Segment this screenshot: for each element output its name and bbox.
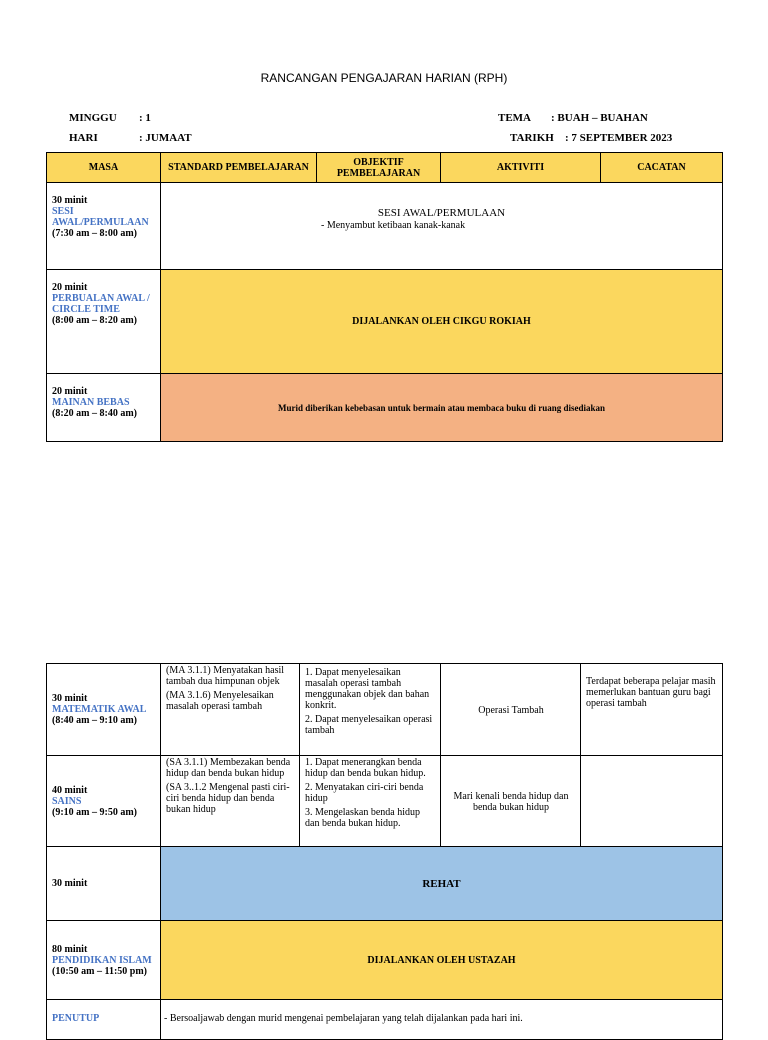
time-range: (8:20 am – 8:40 am)	[52, 408, 137, 419]
hari-label: HARI	[69, 132, 98, 144]
objektif-item: 2. Menyatakan ciri-ciri benda hidup	[305, 782, 424, 804]
masa-cell	[47, 847, 161, 921]
table-row	[47, 847, 723, 921]
objektif-item: 1. Dapat menyelesaikan masalah operasi tambah menggunakan objek dan bahan konkrit.	[305, 667, 430, 711]
cacatan-cell	[581, 756, 723, 847]
standard-item: (MA 3.1.1) Menyatakan hasil tambah dua himpunan objek	[166, 665, 285, 687]
session-content: DIJALANKAN OLEH USTAZAH	[161, 921, 723, 1000]
cacatan-cell: Terdapat beberapa pelajar masih memerlukan bantuan guru bagi operasi tambah	[581, 664, 723, 756]
duration: 20 minit	[52, 386, 88, 397]
duration: 30 minit	[52, 195, 88, 206]
header-aktiviti: AKTIVITI	[441, 153, 601, 183]
session-content: Murid diberikan kebebasan untuk bermain atau membaca buku di ruang disediakan	[161, 374, 723, 442]
table-row	[47, 756, 723, 847]
duration: 20 minit	[52, 282, 88, 293]
minggu-label: MINGGU	[69, 112, 117, 124]
session-name: SAINS	[52, 795, 82, 807]
tarikh-value: : 7 SEPTEMBER 2023	[565, 132, 673, 144]
session-content: - Bersoaljawab dengan murid mengenai pembelajaran yang telah dijalankan pada hari ini.	[161, 1000, 723, 1040]
standard-item: (SA 3.1.1) Membezakan benda hidup dan benda bukan hidup	[166, 757, 291, 779]
aktiviti-cell: Mari kenali benda hidup dan benda bukan hidup	[441, 756, 581, 847]
masa-cell	[47, 183, 161, 270]
masa-cell	[47, 270, 161, 374]
session-content: REHAT	[161, 847, 723, 921]
header-standard: STANDARD PEMBELAJARAN	[161, 153, 317, 183]
masa-cell	[47, 1000, 161, 1040]
masa-cell	[47, 921, 161, 1000]
objektif-item: 3. Mengelaskan benda hidup dan benda bukan hidup.	[305, 807, 420, 829]
masa-cell	[47, 664, 161, 756]
page-title: RANCANGAN PENGAJARAN HARIAN (RPH)	[260, 71, 508, 85]
objektif-item: 1. Dapat menerangkan benda hidup dan benda bukan hidup.	[305, 757, 426, 779]
table-row	[47, 921, 723, 1000]
duration: 30 minit	[52, 693, 88, 704]
time-range: (10:50 am – 11:50 pm)	[52, 965, 147, 977]
session-name: PENDIDIKAN ISLAM	[52, 954, 152, 966]
session-heading: SESI AWAL/PERMULAAN	[377, 207, 506, 219]
session-name: PENUTUP	[52, 1013, 100, 1024]
hari-value: : JUMAAT	[139, 132, 192, 144]
schedule-table-bottom	[46, 663, 723, 1040]
objektif-cell	[300, 756, 441, 847]
session-content	[161, 183, 723, 270]
table-row	[47, 374, 723, 442]
header-cacatan: CACATAN	[601, 153, 723, 183]
masa-cell	[47, 756, 161, 847]
header-masa: MASA	[47, 153, 161, 183]
time-range: (7:30 am – 8:00 am)	[52, 228, 137, 239]
table-row	[47, 183, 723, 270]
session-name: MAINAN BEBAS	[52, 397, 130, 408]
duration: 30 minit	[52, 878, 88, 889]
time-range: (8:40 am – 9:10 am)	[52, 715, 137, 726]
tema-label: TEMA	[498, 112, 531, 124]
session-note: - Menyambut ketibaan kanak-kanak	[321, 220, 466, 231]
tema-value: : BUAH – BUAHAN	[551, 112, 648, 124]
standard-cell	[161, 664, 300, 756]
table-row	[47, 1000, 723, 1040]
standard-item: (SA 3..1.2 Mengenal pasti ciri-ciri benda hidup dan benda bukan hidup	[166, 782, 290, 815]
time-range: (8:00 am – 8:20 am)	[52, 315, 137, 326]
minggu-value: : 1	[139, 112, 151, 124]
duration: 40 minit	[52, 784, 88, 796]
masa-cell	[47, 374, 161, 442]
schedule-table-top	[46, 152, 723, 442]
session-name: PERBUALAN AWAL / CIRCLE TIME	[52, 293, 150, 315]
session-name: SESI AWAL/PERMULAAN	[52, 206, 149, 228]
time-range: (9:10 am – 9:50 am)	[52, 806, 137, 818]
header-objektif: OBJEKTIF PEMBELAJARAN	[317, 153, 441, 183]
standard-cell	[161, 756, 300, 847]
standard-item: (MA 3.1.6) Menyelesaikan masalah operasi tambah	[166, 690, 274, 712]
tarikh-label: TARIKH	[510, 132, 554, 144]
table-row	[47, 270, 723, 374]
duration: 80 minit	[52, 943, 88, 955]
objektif-item: 2. Dapat menyelesaikan operasi tambah	[305, 714, 433, 736]
session-name: MATEMATIK AWAL	[52, 704, 147, 715]
objektif-cell	[300, 664, 441, 756]
table-row	[47, 664, 723, 756]
aktiviti-cell: Operasi Tambah	[441, 664, 581, 756]
session-content: DIJALANKAN OLEH CIKGU ROKIAH	[161, 270, 723, 374]
